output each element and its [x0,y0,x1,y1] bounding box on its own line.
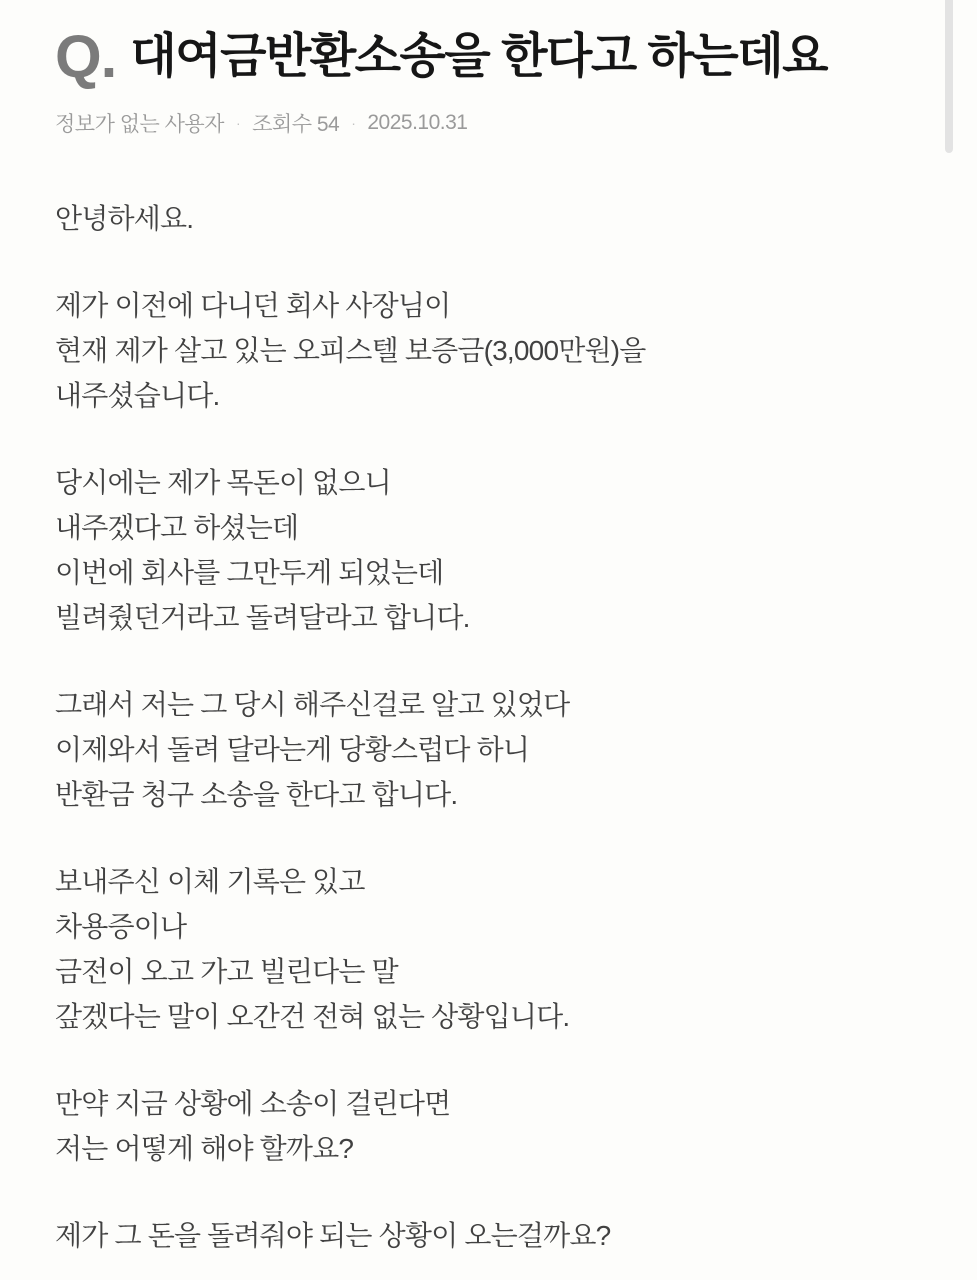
meta-separator-icon: · [235,114,241,131]
author-name: 정보가 없는 사용자 [55,113,224,136]
view-count: 조회수 54 [252,113,340,136]
body-paragraph [55,283,907,418]
body-line: 금전이 오고 가고 빌린다는 말 [55,956,398,987]
question-title: 대여금반환소송을 한다고 하는데요 [130,30,828,83]
body-paragraph [55,682,907,817]
body-line: 제가 이전에 다니던 회사 사장님이 [55,290,451,321]
meta-separator-icon: · [351,114,356,131]
body-line: 내주겠다고 하셨는데 [55,512,299,543]
body-line: 저는 어떻게 해야 할까요? [55,1133,354,1164]
body-line: 갚겠다는 말이 오간건 전혀 없는 상황입니다. [55,1001,570,1032]
body-line: 내주셨습니다. [55,380,220,411]
scrollbar-thumb[interactable] [945,0,953,153]
question-mark-icon: Q. [55,23,117,90]
post-date: 2025.10.31 [367,111,468,134]
body-line: 그래서 저는 그 당시 해주신걸로 알고 있었다 [55,689,570,720]
body-line: 이번에 회사를 그만두게 되었는데 [55,557,444,588]
body-line: 반환금 청구 소송을 한다고 합니다. [55,779,458,810]
body-line: 당시에는 제가 목돈이 없으니 [55,467,391,498]
body-line: 만약 지금 상황에 소송이 걸린다면 [55,1088,451,1119]
body-line: 제가 그 돈을 돌려줘야 되는 상황이 오는걸까요? [55,1220,611,1251]
question-header [55,23,907,138]
question-body [55,196,907,1258]
body-paragraph [55,196,907,241]
body-paragraph [55,1081,907,1171]
body-line: 보내주신 이체 기록은 있고 [55,866,365,897]
body-line: 이제와서 돌려 달라는게 당황스럽다 하니 [55,734,530,765]
body-paragraph [55,859,907,1039]
body-line: 안녕하세요. [55,203,194,234]
body-paragraph [55,460,907,640]
body-line: 빌려줬던거라고 돌려달라고 합니다. [55,602,470,633]
body-line: 차용증이나 [55,911,187,942]
body-line: 현재 제가 살고 있는 오피스텔 보증금(3,000만원)을 [55,335,646,366]
body-paragraph [55,1213,907,1258]
question-meta [55,108,907,138]
title-row [55,23,907,90]
